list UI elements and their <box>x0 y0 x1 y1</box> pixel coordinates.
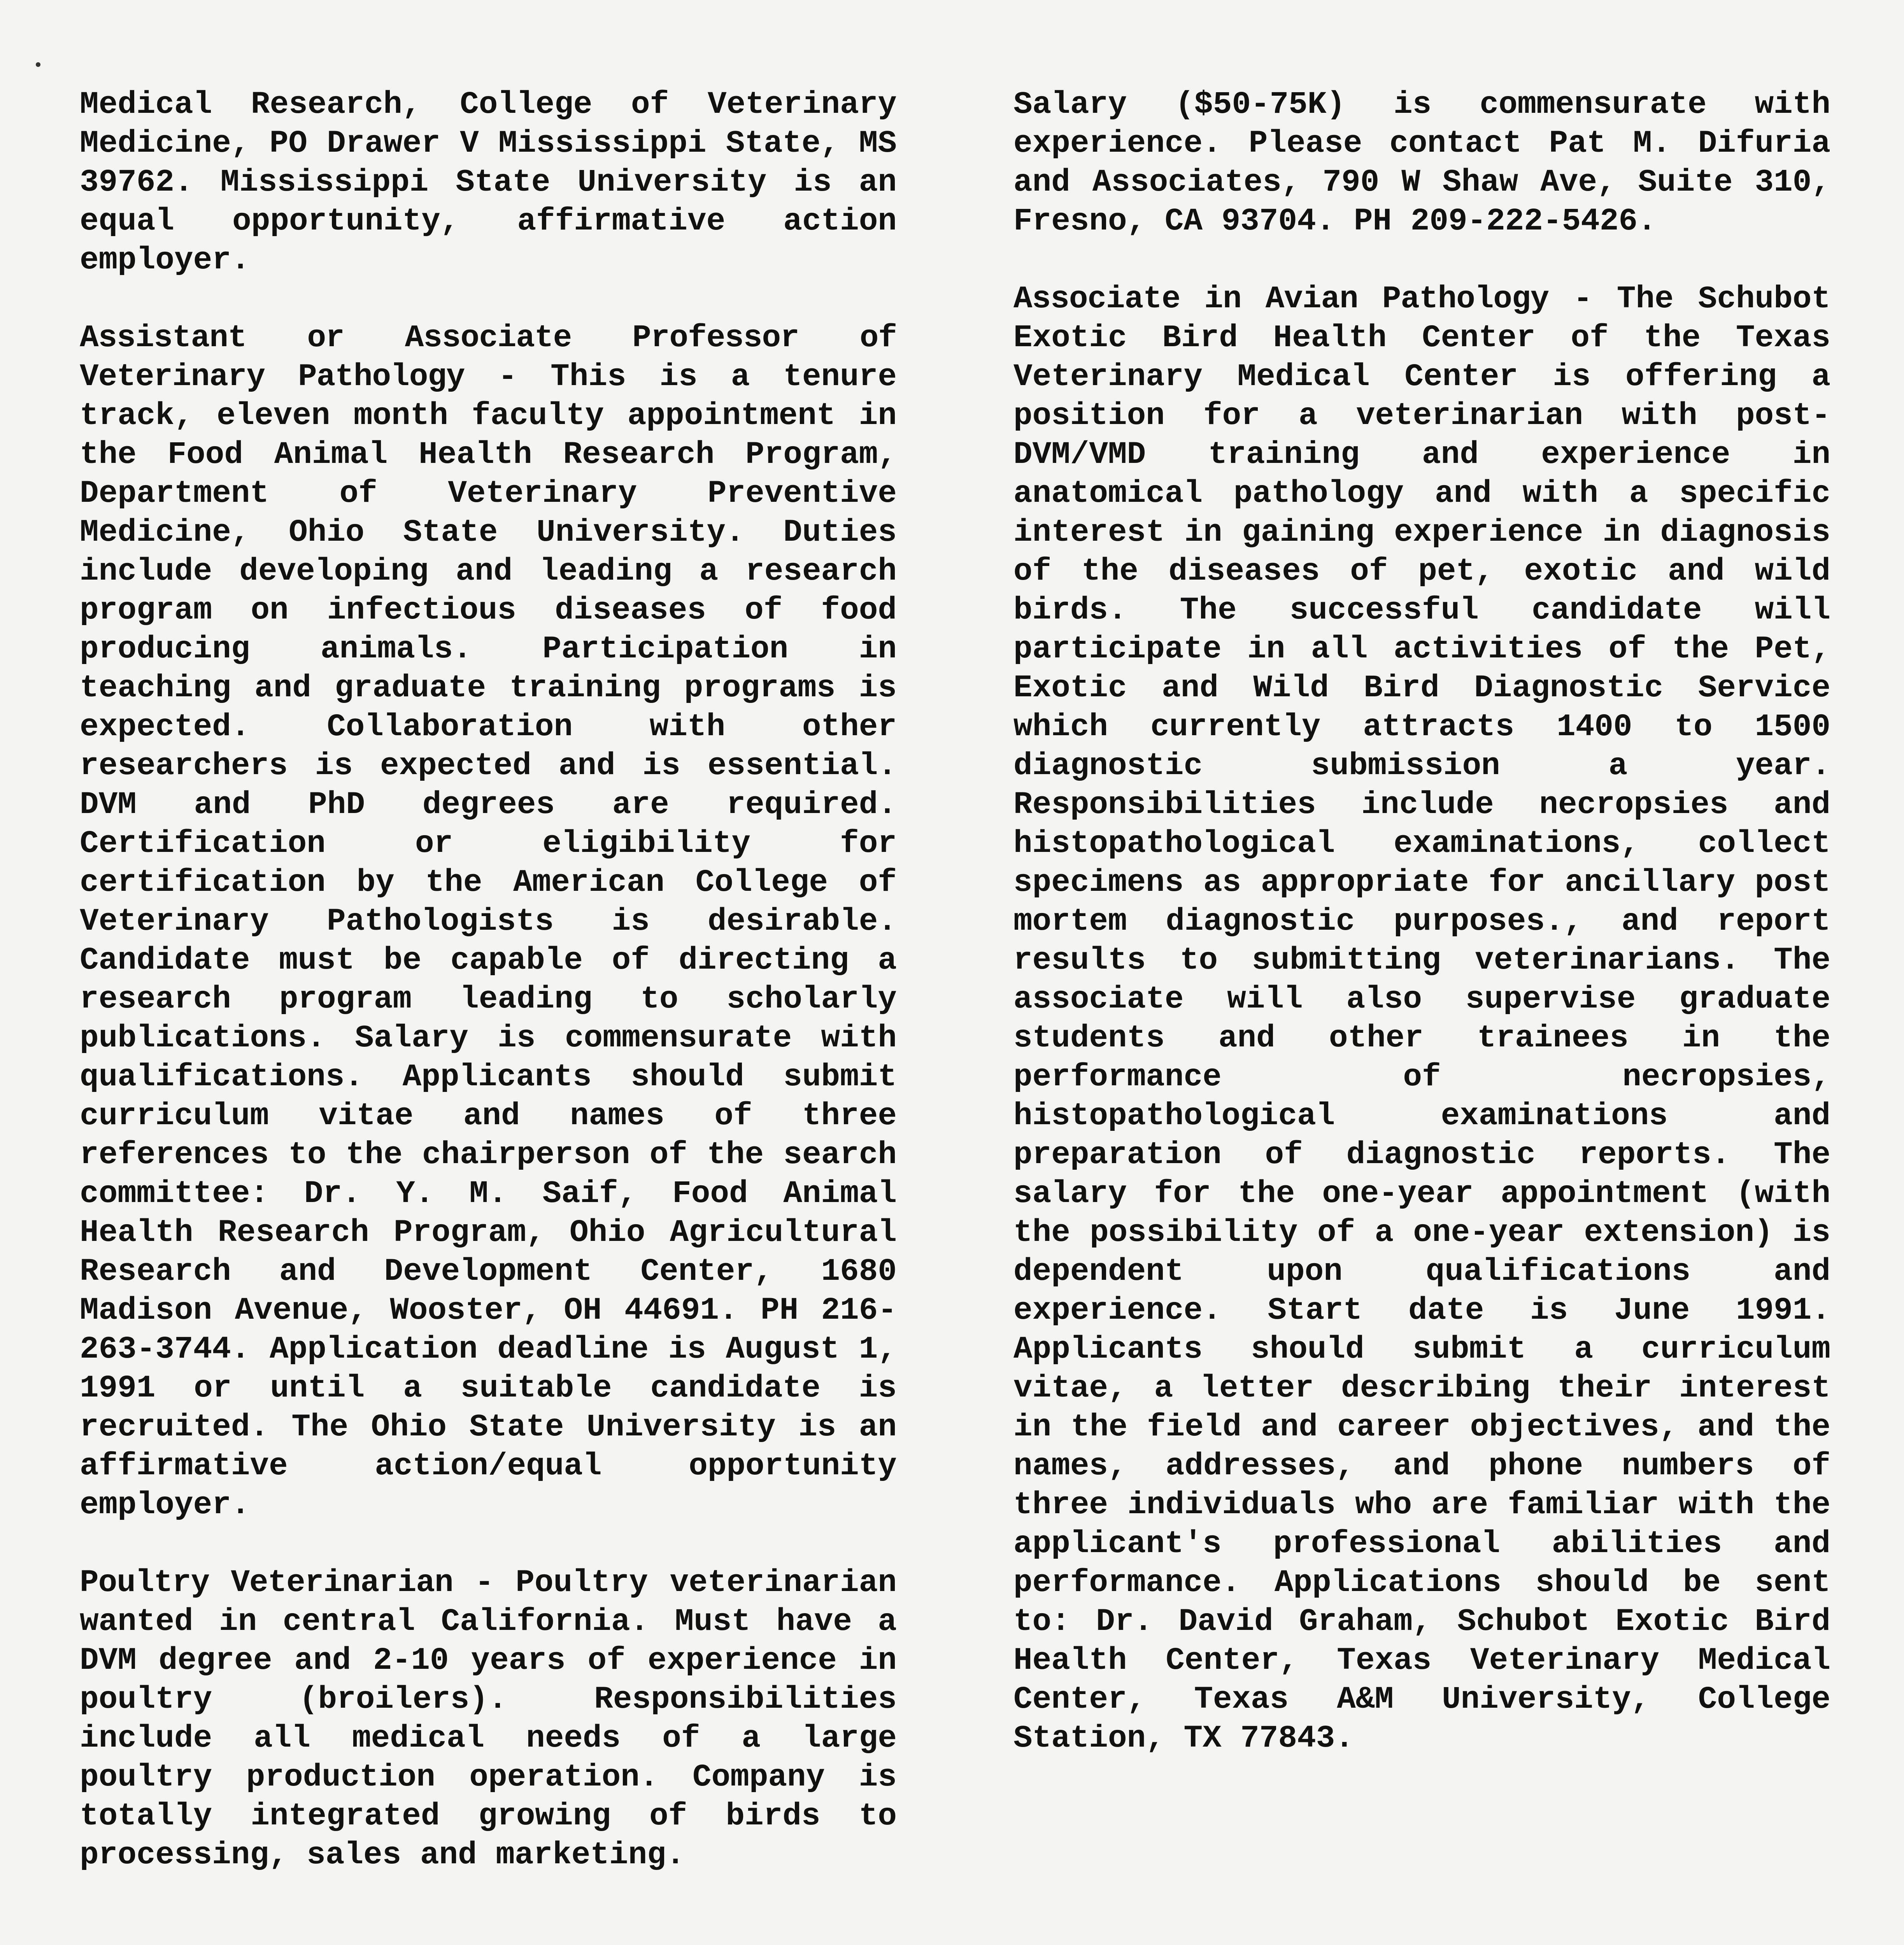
paragraph-text: - This is a tenure track, eleven month faculty appointment in the Food Animal Health Research Program, Department of Veterinary Preventive Medicine, Ohio State University. Duties include developing and leading a research program on infectious diseases of food producing animals. Participation in teaching and graduate training programs is expected. Collaboration with other researchers is expected and is essential. DVM and PhD degrees are required. Certification or eligibility for certification by the American College of Veterinary Pathologists is desirable. Candidate must be capable of directing a research program leading to scholarly publications. Salary is commensurate with qualifications. Applicants should submit curriculum vitae and names of three references to the chairperson of the search committee: Dr. Y. M. Saif, Food Animal Health Research Program, Ohio Agricultural Research and Development Center, 1680 Madison Avenue, Wooster, OH 44691. PH 216-263-3744. Application deadline is August 1, 1991 or until a suitable candidate is recruited. The Ohio State University is an affirmative action/equal opportunity employer. <box>80 359 897 1523</box>
paragraph-medical-research-continuation <box>80 86 897 280</box>
paragraph-text: Medical Research, College of Veterinary Medicine, PO Drawer V Mississippi State, MS 39762. Mississippi State University is an equal opportunity, affirmative action employer. <box>80 87 897 278</box>
paragraph-text: - Poultry veterinarian wanted in central California. Must have a DVM degree and 2-10 years of experience in poultry (broilers). Responsibilities include all medical needs of a large poultry production operation. Company is totally integrated growing of birds to processing, sales and marketing. <box>80 1565 897 1873</box>
paragraph-poultry-salary-contact <box>1013 86 1830 241</box>
right-column <box>1013 86 1830 1758</box>
paragraph-text: - The Schubot Exotic Bird Health Center of the Texas Veterinary Medical Center is offering a position for a veterinarian with post-DVM/VMD training and experience in anatomical pathology and with a specific interest in gaining experience in diagnosis of the diseases of pet, exotic and wild birds. The successful candidate will participate in all activities of the Pet, Exotic and Wild Bird Diagnostic Service which currently attracts 1400 to 1500 diagnostic submission a year. Responsibilities include necropsies and histopathological examinations, collect specimens as appropriate for ancillary post mortem diagnostic purposes., and report results to submitting veterinarians. The associate will also supervise graduate students and other trainees in the performance of necropsies, histopathological examinations and preparation of diagnostic reports. The salary for the one-year appointment (with the possibility of a one-year extension) is dependent upon qualifications and experience. Start date is June 1991. Applicants should submit a curriculum vitae, a letter describing their interest in the field and career objectives, and the names, addresses, and phone numbers of three individuals who are familiar with the applicant's professional abilities and performance. Applications should be sent to: Dr. David Graham, Schubot Exotic Bird Health Center, Texas Veterinary Medical Center, Texas A&M University, College Station, TX 77843. <box>1013 282 1830 1756</box>
scan-speck <box>36 62 40 67</box>
left-column <box>80 86 897 1875</box>
paragraph-poultry-veterinarian <box>80 1564 897 1875</box>
job-title-heading: Poultry Veterinarian <box>80 1565 453 1601</box>
paragraph-veterinary-pathology-professor <box>80 319 897 1525</box>
paragraph-text: Salary ($50-75K) is commensurate with experience. Please contact Pat M. Difuria and Associates, 790 W Shaw Ave, Suite 310, Fresno, CA 93704. PH 209-222-5426. <box>1013 87 1830 239</box>
paragraph-avian-pathology-associate <box>1013 280 1830 1758</box>
job-title-heading: Associate in Avian Pathology <box>1013 282 1549 317</box>
job-title-heading: Assistant or Associate Professor of Veterinary Pathology <box>80 321 897 395</box>
